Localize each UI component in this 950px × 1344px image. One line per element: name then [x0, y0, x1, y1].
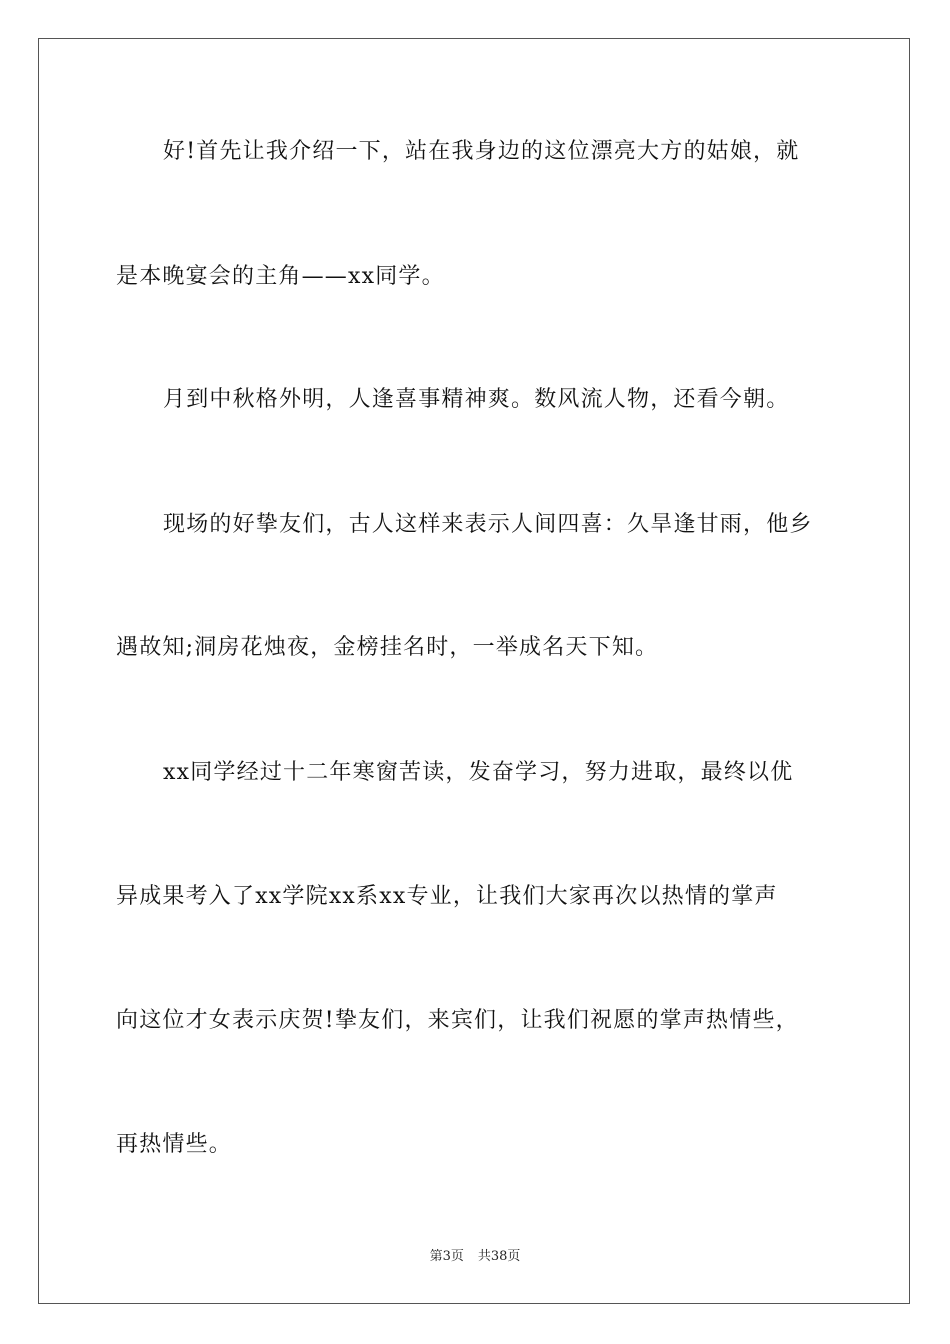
- page-footer: [0, 1248, 950, 1266]
- paragraph-line: 现场的好挚友们，古人这样来表示人间四喜：久旱逢甘雨，他乡: [163, 512, 813, 537]
- page-number: 第3页: [429, 1249, 464, 1264]
- paragraph-line: 再热情些。: [116, 1132, 233, 1157]
- paragraph-line: 好!首先让我介绍一下，站在我身边的这位漂亮大方的姑娘，就: [163, 139, 800, 164]
- page-border: [38, 38, 910, 1304]
- paragraph-line: 向这位才女表示庆贺!挚友们，来宾们，让我们祝愿的掌声热情些，: [116, 1008, 799, 1033]
- paragraph-line: 异成果考入了xx学院xx系xx专业，让我们大家再次以热情的掌声: [116, 884, 778, 909]
- total-pages: 共38页: [477, 1249, 521, 1264]
- paragraph-line: 是本晚宴会的主角——xx同学。: [116, 264, 445, 289]
- paragraph-line: xx同学经过十二年寒窗苦读，发奋学习，努力进取，最终以优: [163, 760, 794, 785]
- paragraph-line: 月到中秋格外明，人逢喜事精神爽。数风流人物，还看今朝。: [163, 387, 790, 412]
- paragraph-line: 遇故知;洞房花烛夜，金榜挂名时，一举成名天下知。: [116, 635, 659, 660]
